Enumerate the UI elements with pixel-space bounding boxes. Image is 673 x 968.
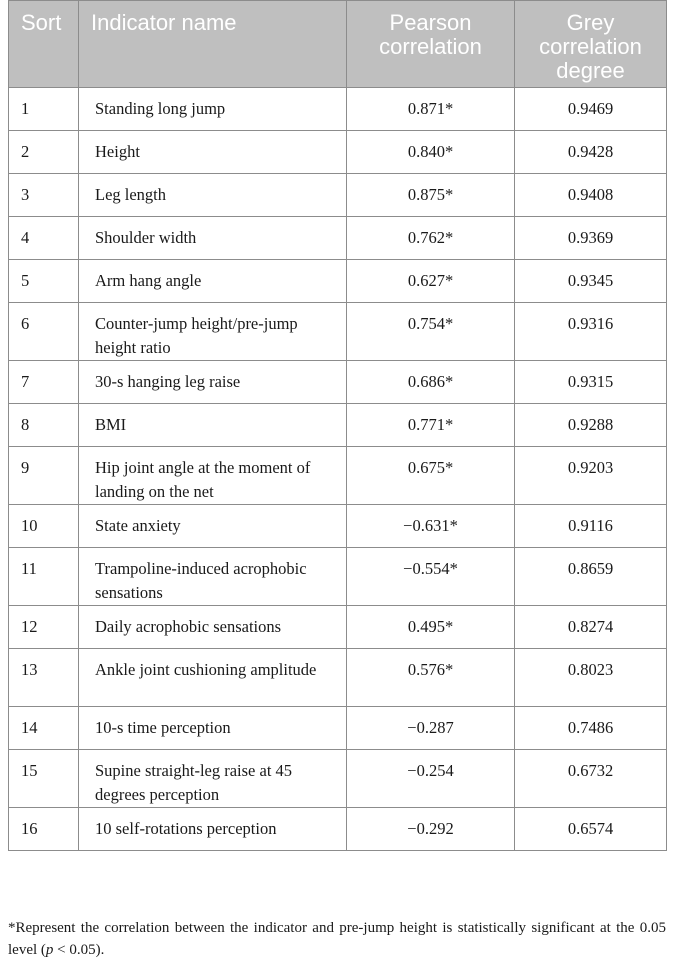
cell-grey: 0.9469 xyxy=(515,88,667,131)
table-row xyxy=(9,750,667,808)
table-row xyxy=(9,707,667,750)
header-grey-line2: correlation xyxy=(539,34,642,59)
cell-grey: 0.9408 xyxy=(515,174,667,217)
header-grey-line1: Grey xyxy=(566,10,615,35)
table-row xyxy=(9,649,667,707)
cell-sort: 10 xyxy=(9,505,79,548)
cell-indicator-name: Height xyxy=(79,131,347,174)
cell-indicator-name: Standing long jump xyxy=(79,88,347,131)
header-pearson-correlation xyxy=(347,1,515,88)
cell-pearson: 0.627* xyxy=(347,260,515,303)
cell-pearson: 0.495* xyxy=(347,606,515,649)
cell-grey: 0.9203 xyxy=(515,447,667,505)
cell-indicator-name: 10-s time perception xyxy=(79,707,347,750)
table-row xyxy=(9,131,667,174)
cell-sort: 1 xyxy=(9,88,79,131)
header-sort: Sort xyxy=(9,1,79,88)
table-row xyxy=(9,174,667,217)
cell-sort: 12 xyxy=(9,606,79,649)
table-row xyxy=(9,447,667,505)
cell-pearson: 0.675* xyxy=(347,447,515,505)
correlation-table xyxy=(8,0,667,851)
cell-pearson: 0.762* xyxy=(347,217,515,260)
table-row xyxy=(9,808,667,851)
cell-indicator-name: State anxiety xyxy=(79,505,347,548)
cell-pearson: −0.287 xyxy=(347,707,515,750)
cell-sort: 13 xyxy=(9,649,79,707)
cell-sort: 11 xyxy=(9,548,79,606)
cell-indicator-name: BMI xyxy=(79,404,347,447)
cell-pearson: 0.686* xyxy=(347,361,515,404)
cell-pearson: 0.754* xyxy=(347,303,515,361)
cell-grey: 0.8274 xyxy=(515,606,667,649)
table-row xyxy=(9,217,667,260)
cell-grey: 0.9116 xyxy=(515,505,667,548)
cell-grey: 0.8659 xyxy=(515,548,667,606)
cell-sort: 5 xyxy=(9,260,79,303)
cell-pearson: 0.840* xyxy=(347,131,515,174)
cell-pearson: 0.576* xyxy=(347,649,515,707)
table-row xyxy=(9,303,667,361)
header-grey-line3: degree xyxy=(556,58,625,83)
header-grey-correlation-degree xyxy=(515,1,667,88)
cell-grey: 0.6732 xyxy=(515,750,667,808)
cell-pearson: 0.771* xyxy=(347,404,515,447)
cell-sort: 9 xyxy=(9,447,79,505)
cell-grey: 0.8023 xyxy=(515,649,667,707)
header-pearson-line1: Pearson xyxy=(389,10,472,35)
cell-indicator-name: Counter-jump height/pre-jump height ratio xyxy=(79,303,347,361)
cell-grey: 0.9345 xyxy=(515,260,667,303)
cell-indicator-name: 10 self-rotations perception xyxy=(79,808,347,851)
cell-indicator-name: Supine straight-leg raise at 45 degrees perception xyxy=(79,750,347,808)
cell-sort: 14 xyxy=(9,707,79,750)
cell-indicator-name: Trampoline-induced acrophobic sensations xyxy=(79,548,347,606)
cell-pearson: 0.871* xyxy=(347,88,515,131)
table-row xyxy=(9,404,667,447)
cell-indicator-name: Shoulder width xyxy=(79,217,347,260)
cell-pearson: −0.292 xyxy=(347,808,515,851)
footnote-p-symbol: p xyxy=(45,942,54,958)
table-row xyxy=(9,505,667,548)
cell-grey: 0.9288 xyxy=(515,404,667,447)
header-pearson-line2: correlation xyxy=(379,34,482,59)
table-row xyxy=(9,260,667,303)
cell-pearson: −0.554* xyxy=(347,548,515,606)
cell-sort: 16 xyxy=(9,808,79,851)
cell-indicator-name: Ankle joint cushioning amplitude xyxy=(79,649,347,707)
table-row xyxy=(9,606,667,649)
cell-indicator-name: Arm hang angle xyxy=(79,260,347,303)
cell-grey: 0.9315 xyxy=(515,361,667,404)
cell-sort: 6 xyxy=(9,303,79,361)
table-header-row xyxy=(9,1,667,88)
cell-indicator-name: Daily acrophobic sensations xyxy=(79,606,347,649)
cell-sort: 3 xyxy=(9,174,79,217)
table-row xyxy=(9,88,667,131)
table-footnote xyxy=(8,917,666,961)
table-container xyxy=(8,0,666,851)
header-indicator-name: Indicator name xyxy=(79,1,347,88)
cell-pearson: −0.631* xyxy=(347,505,515,548)
cell-indicator-name: Leg length xyxy=(79,174,347,217)
cell-grey: 0.6574 xyxy=(515,808,667,851)
cell-sort: 15 xyxy=(9,750,79,808)
table-row xyxy=(9,548,667,606)
cell-sort: 7 xyxy=(9,361,79,404)
table-row xyxy=(9,361,667,404)
cell-sort: 4 xyxy=(9,217,79,260)
footnote-text-before: *Represent the correlation between the indicator and pre-jump height is statistically significant at the 0.05 level ( xyxy=(8,920,666,958)
cell-grey: 0.9369 xyxy=(515,217,667,260)
cell-grey: 0.9428 xyxy=(515,131,667,174)
cell-sort: 8 xyxy=(9,404,79,447)
cell-indicator-name: Hip joint angle at the moment of landing on the net xyxy=(79,447,347,505)
cell-pearson: 0.875* xyxy=(347,174,515,217)
cell-grey: 0.9316 xyxy=(515,303,667,361)
cell-indicator-name: 30-s hanging leg raise xyxy=(79,361,347,404)
cell-pearson: −0.254 xyxy=(347,750,515,808)
cell-grey: 0.7486 xyxy=(515,707,667,750)
footnote-text-after: < 0.05). xyxy=(53,942,105,958)
cell-sort: 2 xyxy=(9,131,79,174)
